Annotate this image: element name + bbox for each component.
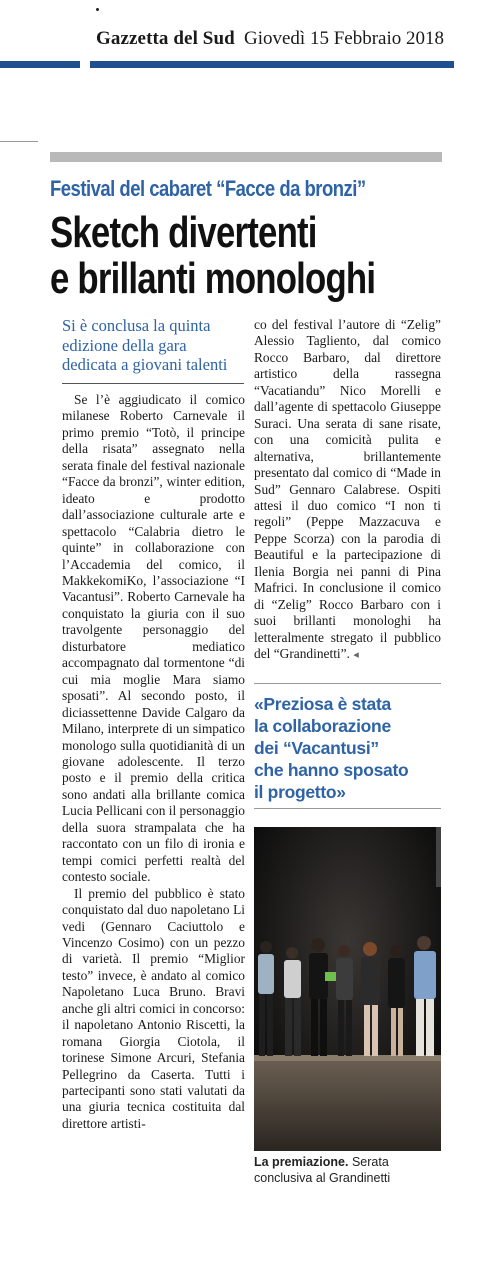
masthead: [0, 26, 500, 56]
masthead-rule-left: [0, 61, 80, 68]
article-kicker: Festival del cabaret “Facce da bronzi”: [50, 176, 366, 201]
pullquote-rule-top: [254, 683, 441, 684]
body-paragraph-3-text: co del festival l’autore di “Zelig” Alessio Tagliento, dal comico Rocco Barbaro, dal direttore artistico della rassegna “Vacatiandu” Nico Morelli e dall’agente di spettacolo Giuseppe Suraci. Una serata di sane risate, con una comicità pulita e alternativa, brillantemente presentato dal comico di “Made in Sud” Gennaro Calabrese. Ospiti attesi il duo comico “I non ti regoli” (Peppe Mazzacuva e Peppe Scorza) con la parodia di Beautiful e la partecipazione di Ilenia Borgia nei panni di Pina Mafrici. In conclusione il comico di “Zelig” Rocco Barbaro con i suoi brillanti monologhi ha letteralmente stregato il pubblico del “Grandinetti”.: [254, 317, 441, 662]
margin-rule: [0, 141, 38, 142]
body-column-1: [62, 392, 245, 1132]
award-ceremony-photo: [254, 827, 441, 1151]
body-paragraph-1: Se l’è aggiudicato il comico milanese Roberto Carnevale il primo premio “Totò, il principe della risata” assegnato nella serata finale del festival nazionale “Facce da bronzi”, winter edition, ideato e prodotto dall’associazione culturale arte e spettacolo “Calabria dietro le quinte” in collaborazione con l’Accademia del comico, il MakkekomiKo, l’associazione “I Vacantusi”. Roberto Carnevale ha conquistato la giuria con il suo travolgente personaggio del disturbatore mediatico accompagnato dal tormentone “di cui mia moglie Mara siamo sposati”. Al secondo posto, il diciassettenne Davide Calgaro da Milano, interprete di un simpatico monologo sulla quotidianità di un giovane adolescente. Il terzo posto e il premio della critica sono andati alla brillante comica Lucia Pellicani con il personaggio della suora strampalata che ha raccontato con un filo di ironia e tempi comici perfetti realtà del contesto sociale.: [62, 392, 245, 885]
newspaper-name: Gazzetta del Sud: [96, 28, 235, 49]
masthead-rule-right: [90, 61, 454, 68]
pull-quote: [254, 693, 444, 803]
pullquote-line-3: dei “Vacantusi”: [254, 738, 379, 758]
pullquote-line-5: il progetto»: [254, 782, 346, 802]
photo-caption: [254, 1154, 444, 1186]
subhead-line-2: edizione della gara: [62, 335, 187, 355]
body-paragraph-3: [254, 317, 441, 664]
subhead-line-3: dedicata a giovani talenti: [62, 355, 228, 374]
subhead-divider: [62, 383, 244, 384]
issue-date: Giovedì 15 Febbraio 2018: [244, 28, 445, 49]
end-of-article-icon: ◂: [353, 649, 359, 662]
pullquote-line-1: «Preziosa è stata: [254, 694, 391, 714]
headline-line-1: Sketch divertenti: [50, 208, 317, 257]
pullquote-line-2: la collaborazione: [254, 716, 391, 736]
caption-title: La premiazione.: [254, 1155, 349, 1169]
pullquote-rule-bottom: [254, 808, 441, 809]
article-subhead: [62, 316, 252, 375]
section-band: [50, 152, 442, 162]
headline-line-2: e brillanti monologhi: [50, 254, 376, 303]
print-dot: [96, 8, 99, 11]
pullquote-line-4: che hanno sposato: [254, 760, 409, 780]
subhead-line-1: Si è conclusa la quinta: [62, 316, 211, 335]
article-headline: [50, 210, 413, 302]
body-paragraph-2: Il premio del pubblico è stato conquistato dal duo napoletano Li vedi (Gennaro Caciuttolo e Vincenzo Cosimo) con un pezzo di varietà. Il premio “Miglior testo” invece, è andato al comico Napoletano Luca Bruno. Bravi anche gli altri comici in concorso: il napoletano Antonio Riscetti, la romana Giorgia Ciotola, il torinese Simone Arcuri, Stefania Pellegrino da Caserta. Tutti i partecipanti sono stati valutati da una giuria tecnica costituita dal direttore artisti-: [62, 885, 245, 1131]
caption-text: Serata conclusiva al Grandinetti: [254, 1155, 391, 1185]
body-column-2: [254, 317, 441, 664]
